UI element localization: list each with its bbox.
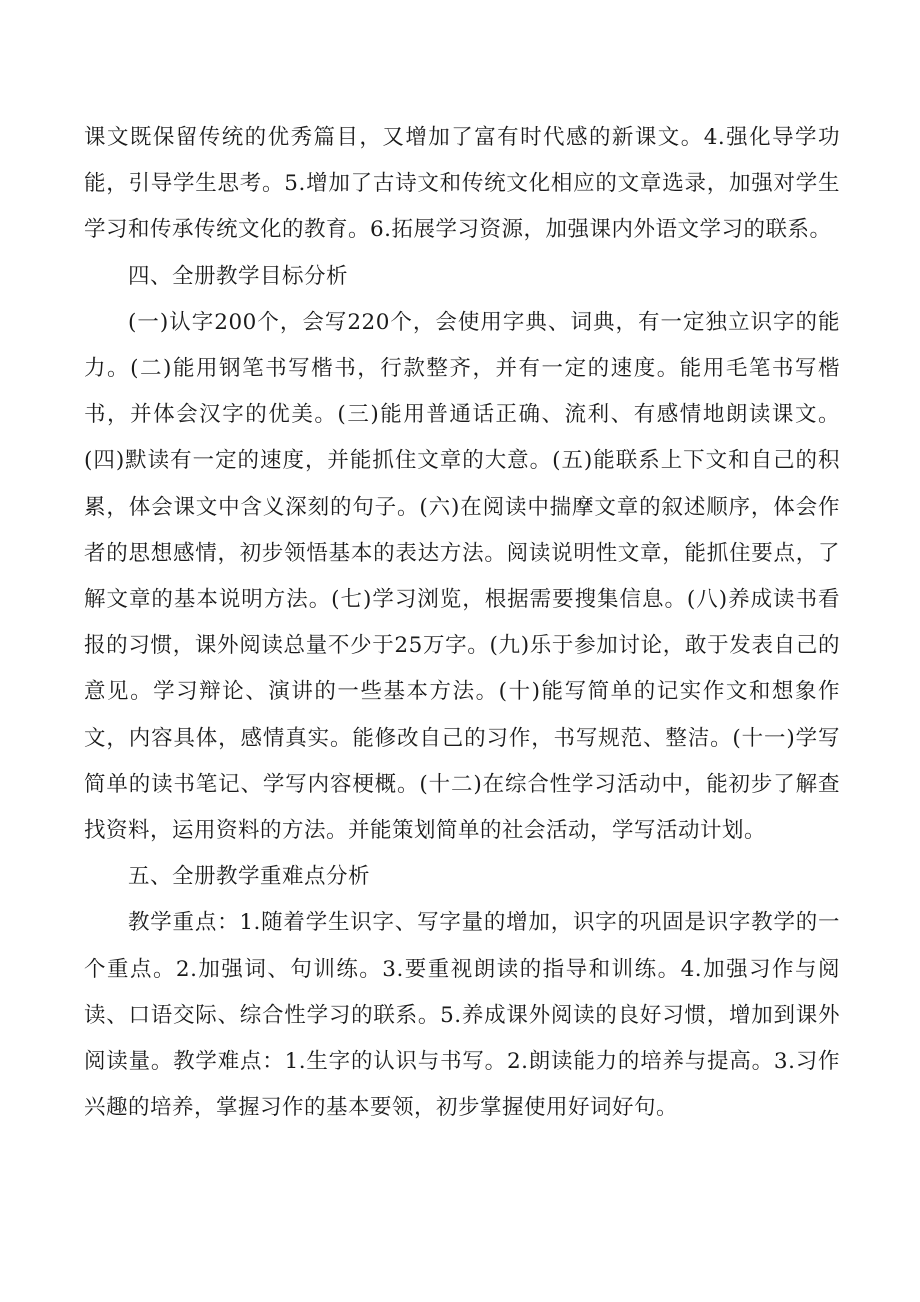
paragraph-continuation: 课文既保留传统的优秀篇目，又增加了富有时代感的新课文。4.强化导学功能，引导学生思考。5.增加了古诗文和传统文化相应的文章选录，加强对学生学习和传承传统文化的教育。6.拓展学习资源，加强课内外语文学习的联系。 bbox=[84, 125, 840, 243]
section-heading-5: 五、全册教学重难点分析 bbox=[128, 864, 371, 890]
paragraph-teaching-goals: (一)认字200个，会写220个，会使用字典、词典，有一定独立识字的能力。(二)能用钢笔书写楷书，行款整齐，并有一定的速度。能用毛笔书写楷书，并体会汉字的优美。(三)能用普通话正确、流利、有感情地朗读课文。(四)默读有一定的速度，并能抓住文章的大意。(五)能联系上下文和自己的积累，体会课文中含义深刻的句子。(六)在阅读中揣摩文章的叙述顺序，体会作者的思想感情，初步领悟基本的表达方法。阅读说明性文章，能抓住要点，了解文章的基本说明方法。(七)学习浏览，根据需要搜集信息。(八)养成读书看报的习惯，课外阅读总量不少于25万字。(九)乐于参加讨论，敢于发表自己的意见。学习辩论、演讲的一些基本方法。(十)能写简单的记实作文和想象作文，内容具体，感情真实。能修改自己的习作，书写规范、整洁。(十一)学写简单的读书笔记、学写内容梗概。(十二)在综合性学习活动中，能初步了解查找资料，运用资料的方法。并能策划简单的社会活动，学写活动计划。 bbox=[84, 309, 840, 844]
section-heading-4: 四、全册教学目标分析 bbox=[128, 263, 349, 289]
document-body bbox=[84, 115, 840, 1131]
paragraph-key-difficult-points: 教学重点：1.随着学生识字、写字量的增加，识字的巩固是识字教学的一个重点。2.加强词、句训练。3.要重视朗读的指导和训练。4.加强习作与阅读、口语交际、综合性学习的联系。5.养成课外阅读的良好习惯，增加到课外阅读量。教学难点：1.生字的认识与书写。2.朗读能力的培养与提高。3.习作兴趣的培养，掌握习作的基本要领，初步掌握使用好词好句。 bbox=[84, 910, 840, 1121]
